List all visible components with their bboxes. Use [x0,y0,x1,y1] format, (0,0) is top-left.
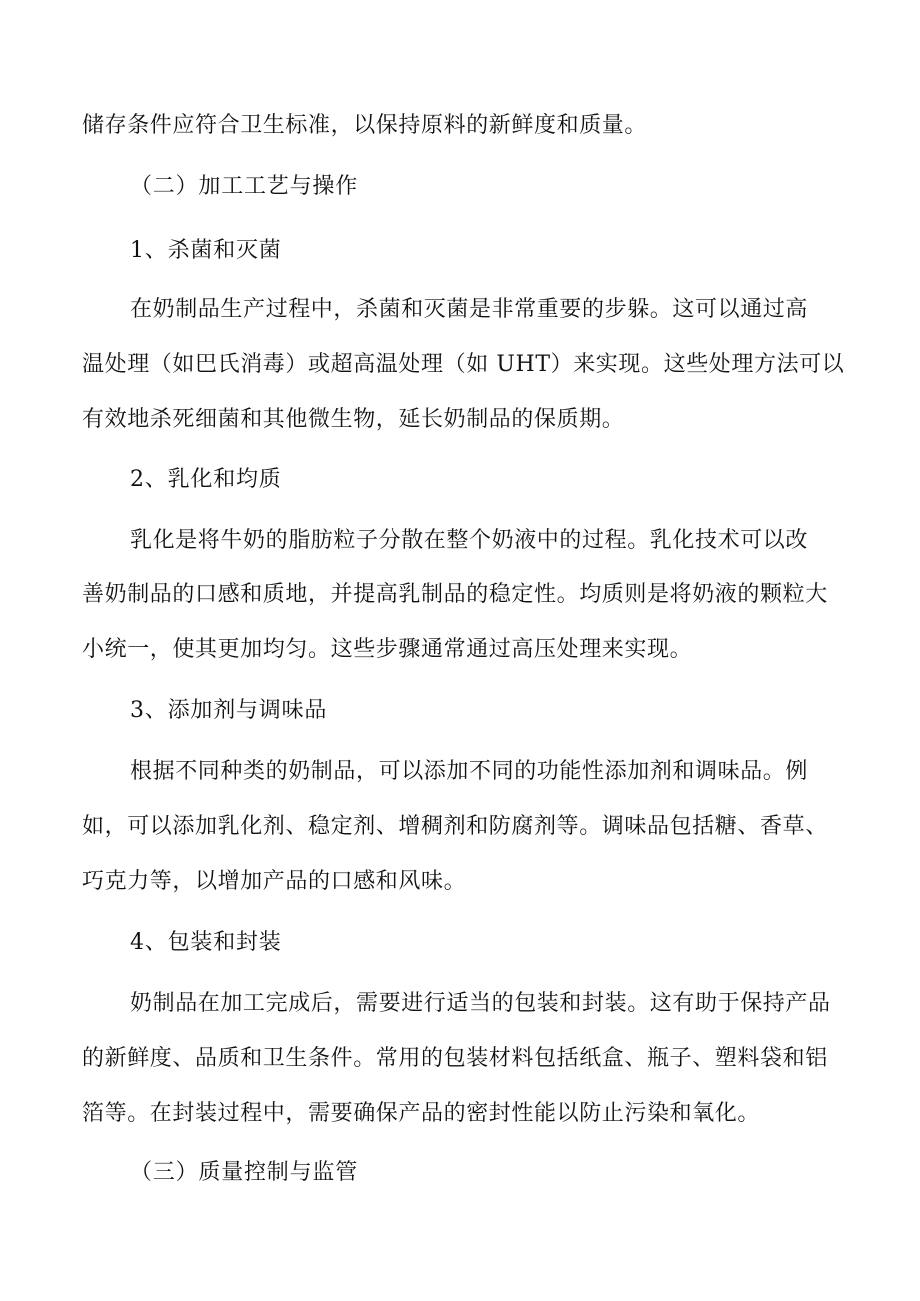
paragraph-line: 的新鲜度、品质和卫生条件。常用的包装材料包括纸盒、瓶子、塑料袋和铝 [82,1046,828,1071]
subheading-3: 3、添加剂与调味品 [130,698,328,723]
paragraph-line: 善奶制品的口感和质地，并提高乳制品的稳定性。均质则是将奶液的颗粒大 [82,582,828,607]
subheading-1: 1、杀菌和灭菌 [130,238,282,263]
paragraph-line: 奶制品在加工完成后，需要进行适当的包装和封装。这有助于保持产品 [130,991,831,1016]
paragraph-line: 储存条件应符合卫生标准，以保持原料的新鲜度和质量。 [82,113,648,138]
paragraph-line: 巧克力等，以增加产品的口感和风味。 [82,869,467,894]
subheading-2: 2、乳化和均质 [130,467,282,492]
section-heading-2: （二）加工工艺与操作 [130,174,359,199]
paragraph-line: 根据不同种类的奶制品，可以添加不同的功能性添加剂和调味品。例 [130,759,809,784]
paragraph-line: 在奶制品生产过程中，杀菌和灭菌是非常重要的步躲。这可以通过高 [130,297,809,322]
paragraph-line: 温处理（如巴氏消毒）或超高温处理（如 UHT）来实现。这些处理方法可以 [82,352,845,377]
paragraph-line: 乳化是将牛奶的脂肪粒子分散在整个奶液中的过程。乳化技术可以改 [130,528,809,553]
paragraph-line: 如，可以添加乳化剂、稳定剂、增稠剂和防腐剂等。调味品包括糖、香草、 [82,814,828,839]
paragraph-line: 有效地杀死细菌和其他微生物，延长奶制品的保质期。 [82,407,625,432]
subheading-4: 4、包装和封装 [130,930,282,955]
section-heading-3: （三）质量控制与监管 [130,1160,359,1185]
paragraph-line: 箔等。在封装过程中，需要确保产品的密封性能以防止污染和氧化。 [82,1101,761,1126]
paragraph-line: 小统一，使其更加均匀。这些步骤通常通过高压处理来实现。 [82,637,693,662]
